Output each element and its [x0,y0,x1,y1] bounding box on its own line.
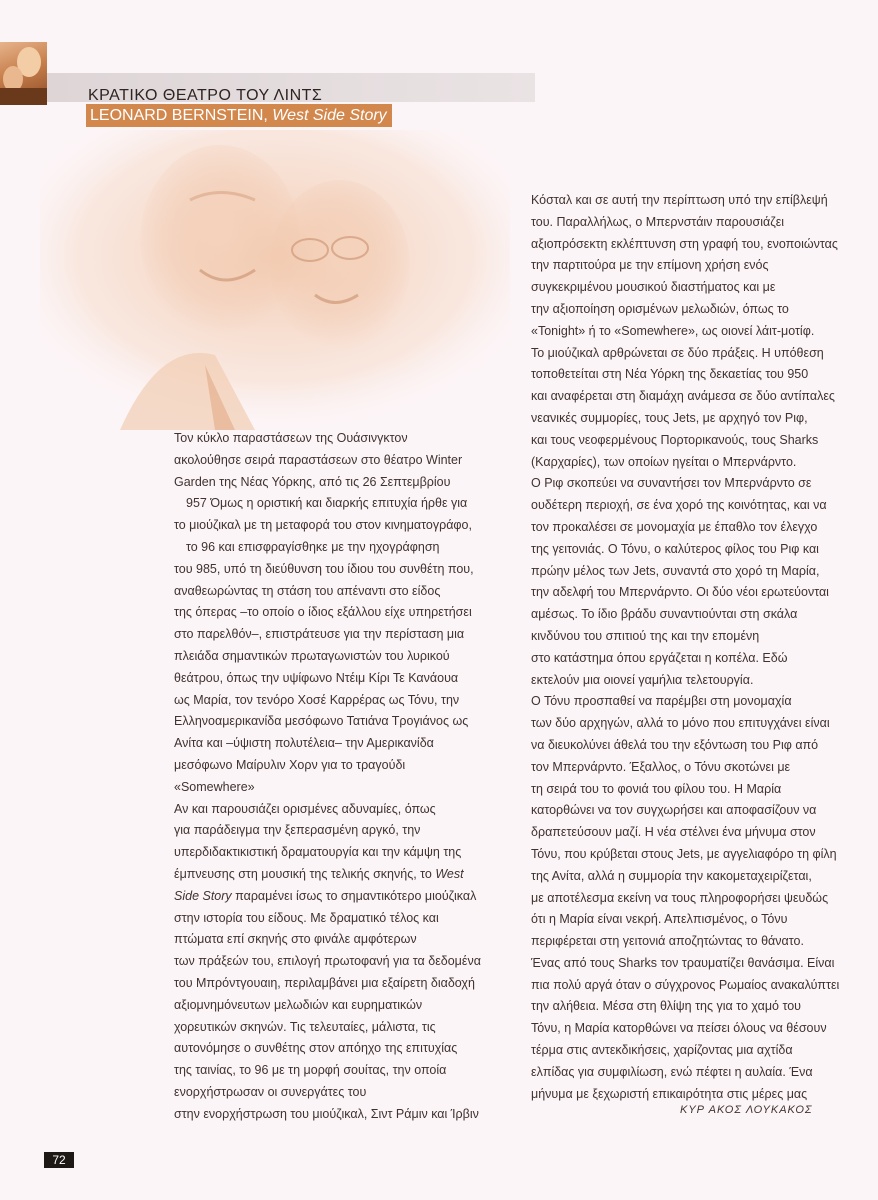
text-line [174,995,500,1017]
text-line [531,604,839,626]
line-text: 957 Όμως η οριστική και διαρκής επιτυχία ήρθε για [186,496,468,511]
text-line [531,626,839,648]
text-line [174,602,500,624]
italic-title: Side Story [174,888,232,903]
text-line [174,864,500,886]
line-text: την αλήθεια. Μέσα στη θλίψη της για το χαμό του [531,999,801,1014]
text-line [531,255,839,277]
line-text: έμπνευσης στη μουσική της τελικής σκηνής, το [174,866,436,881]
line-text: «Tonight» ή το «Somewhere», ως οιονεί λάιτ-μοτίφ. [531,323,815,338]
text-line [531,343,839,365]
text-line [531,735,839,757]
text-line [174,951,500,973]
header-title: ΚΡΑΤΙΚΟ ΘΕΑΤΡΟ ΤΟΥ ΛΙΝΤΣ [88,87,323,104]
line-text: με αποτέλεσμα εκείνη να τους πληροφορήσει ψευδώς [531,890,829,905]
line-text: την παρτιτούρα με την επίμονη χρήση ενός [531,258,769,273]
line-text: της γειτονιάς. Ο Τόνυ, ο καλύτερος φίλος του Ριφ και [531,541,819,556]
text-line [531,822,839,844]
line-text: κατορθώνει να τον συγχωρήσει και αποφασίζουν να [531,803,817,818]
text-line [531,495,839,517]
line-text: την αξιοποίηση ορισμένων μελωδιών, όπως το [531,301,789,316]
text-line [531,909,839,931]
left-text-column [174,428,500,1126]
text-line [531,800,839,822]
line-text: να διευκολύνει άθελά του την εξόντωση του Ριφ από [531,737,819,752]
line-text: (Καρχαρίες), των οποίων ηγείται ο Μπερνάρντο. [531,454,797,469]
line-text: Ελληνοαμερικανίδα μεσόφωνο Τατιάνα Τρογιάνος ως [174,714,469,729]
line-text: των πράξεών του, επιλογή πρωτοφανή για τα δεδομένα [174,954,481,969]
line-text: Κόσταλ και σε αυτή την περίπτωση υπό την επίβλεψή [531,193,828,207]
text-line [531,539,839,561]
text-line [174,820,500,842]
line-text: Τον κύκλο παραστάσεων της Ουάσινγκτον [174,431,408,445]
line-text: τον Μπερνάρντο. Έξαλλος, ο Τόνυ σκοτώνει με [531,759,791,774]
line-text: του 985, υπό τη διεύθυνση του ίδιου του συνθέτη που, [174,561,474,576]
line-text: τον προκαλέσει σε μονομαχία με έπαθλο τον έλεγχο [531,519,818,534]
line-text: περιφέρεται στη γειτονιά αποζητώντας το θάνατο. [531,934,804,949]
line-text: θεάτρου, όπως την υψίφωνο Ντέιμ Κίρι Τε Κανάουα [174,670,459,685]
line-text: παραμένει ίσως το σημαντικότερο μιούζικαλ [231,888,477,903]
right-text-column [531,190,839,1105]
line-text: ουδέτερη περιοχή, σε ένα χορό της κοινότητας, και να [531,498,827,513]
text-line [531,1018,839,1040]
line-text: ενορχήστρωσαν οι συνεργάτες του [174,1084,367,1099]
text-line [531,364,839,386]
text-line [531,299,839,321]
line-text: ως Μαρία, τον τενόρο Χοσέ Καρρέρας ως Τόνυ, την [174,692,460,707]
text-line [174,973,500,995]
text-line [531,386,839,408]
line-text: Το μιούζικαλ αρθρώνεται σε δύο πράξεις. Η υπόθεση [531,345,824,360]
line-text: τοποθετείται στη Νέα Υόρκη της δεκαετίας του 950 [531,367,809,382]
line-text: Garden της Νέας Υόρκης, από τις 26 Σεπτεμβρίου [174,474,451,489]
subtitle-main: LEONARD BERNSTEIN, [90,107,273,124]
line-text: Ο Τόνυ προσπαθεί να παρέμβει στη μονομαχία [531,694,792,709]
italic-title: West [435,866,464,881]
line-text: αξιοπρόσεκτη εκλέπτυνση στη γραφή του, ενοποιώντας [531,236,838,251]
text-line [174,711,500,733]
text-line [531,670,839,692]
line-text: στην ιστορία του είδους. Με δραματικό τέλος και [174,910,439,925]
line-text: Αν και παρουσιάζει ορισμένες αδυναμίες, όπως [174,801,436,816]
line-text: πτώματα επί σκηνής στο φινάλε αμφότερων [174,932,417,947]
line-text: και αναφέρεται στη διαμάχη ανάμεσα σε δύο αντίπαλες [531,389,835,404]
text-line [174,886,500,908]
text-line [174,581,500,603]
line-text: τη σειρά του το φονιά του φίλου του. Η Μαρία [531,781,782,796]
line-text: αναθεωρώντας τη στάση του απέναντι στο είδος [174,583,441,598]
text-line [174,908,500,930]
line-text: ελπίδας για συμφιλίωση, ενώ πέφτει η αυλαία. Ένα [531,1064,813,1079]
line-text: του. Παραλλήλως, ο Μπερνστάιν παρουσιάζει [531,214,785,229]
line-text: Ανίτα και –ύψιστη πολυτέλεια– την Αμερικανίδα [174,736,434,751]
line-text: στο παρελθόν–, επιστράτευσε για την περίσταση μια [174,627,465,642]
line-text: της ταινίας, το 96 με τη μορφή σουίτας, την οποία [174,1063,447,1078]
thumbnail-photo [0,42,47,105]
line-text: της όπερας –το οποίο ο ίδιος εξάλλου είχε υπηρετήσει [174,605,472,620]
author-signature: ΚΥΡ ΑΚΟΣ ΛΟΥΚΑΚΟΣ [680,1104,813,1116]
text-line [174,450,500,472]
text-line [174,929,500,951]
text-line [531,408,839,430]
text-line [174,690,500,712]
line-text: την αδελφή του Μπερνάρντο. Οι δύο νέοι ερωτεύονται [531,585,829,600]
text-line [531,996,839,1018]
line-text: πια πολύ αργά όταν ο σύγχρονος Ρωμαίος ανακαλύπτει [531,977,840,992]
text-line [531,190,839,212]
line-text: συγκεκριμένου μουσικού διαστήματος και με [531,280,776,295]
line-text: της Ανίτα, αλλά η συμμορία την κακομεταχειρίζεται, [531,868,812,883]
line-text: για παράδειγμα την ξεπερασμένη αργκό, την [174,823,421,838]
text-line [531,473,839,495]
line-text: και τους νεοφερμένους Πορτορικανούς, τους Sharks [531,432,819,447]
text-line [531,975,839,997]
text-line [531,931,839,953]
text-line [531,561,839,583]
line-text: αυτονόμησε ο συνθέτης στον απόηχο της επιτυχίας [174,1041,458,1056]
line-text: εκτελούν μια οιονεί γαμήλια τελετουργία. [531,672,754,687]
text-line [174,733,500,755]
text-line [531,713,839,735]
line-text: δραπετεύσουν μαζί. Η νέα στέλνει ένα μήνυμα στον [531,825,816,840]
line-text: Τόνυ, που κρύβεται στους Jets, με αγγελιαφόρο τη φίλη [531,846,837,861]
page-number: 72 [44,1152,74,1168]
text-line [174,537,500,559]
text-line [174,668,500,690]
text-line [174,1060,500,1082]
line-text: Τόνυ, η Μαρία κατορθώνει να πείσει όλους να θέσουν [531,1021,827,1036]
text-line [531,452,839,474]
text-line [174,1017,500,1039]
text-line [531,779,839,801]
text-line [174,559,500,581]
text-line [531,888,839,910]
text-line [531,844,839,866]
line-text: ότι η Μαρία είναι νεκρή. Απελπισμένος, ο Τόνυ [531,912,788,927]
text-line [531,212,839,234]
line-text: του Μπρόντγουαιη, περιλαμβάνει μια εξαίρετη διαδοχή [174,975,475,990]
text-line [531,430,839,452]
text-line [174,777,500,799]
text-line [174,646,500,668]
text-line [174,624,500,646]
line-text: στην ενορχήστρωση του μιούζικαλ, Σιντ Ράμιν και Ίρβιν [174,1106,479,1121]
text-line [531,953,839,975]
text-line [174,842,500,864]
text-line [531,1062,839,1084]
text-line [174,1038,500,1060]
text-line [531,582,839,604]
line-text: νεανικές συμμορίες, τους Jets, με αρχηγό τον Ριφ, [531,410,808,425]
text-line [531,234,839,256]
text-line [174,515,500,537]
text-line [174,799,500,821]
text-line [531,648,839,670]
text-line [174,1082,500,1104]
text-line [174,493,500,515]
line-text: πλειάδα σημαντικών πρωταγωνιστών του λυρικού [174,648,450,663]
text-line [174,755,500,777]
text-line [531,321,839,343]
line-text: αξιομνημόνευτων μελωδιών και ευρηματικών [174,997,423,1012]
line-text: μήνυμα με ξεχωριστή επικαιρότητα στις μέρες μας [531,1086,808,1101]
subtitle-italic: West Side Story [272,107,387,124]
line-text: τέρμα στις αντεκδικήσεις, χαρίζοντας μια αχτίδα [531,1043,793,1058]
text-line [531,866,839,888]
line-text: το μιούζικαλ με τη μεταφορά του στον κινηματογράφο, [174,518,472,533]
line-text: ακολούθησε σειρά παραστάσεων στο θέατρο Winter [174,452,463,467]
text-line [531,1040,839,1062]
line-text: υπερδιδακτικιστική δραματουργία και την κάμψη της [174,845,462,860]
line-text: το 96 και επισφραγίσθηκε με την ηχογράφηση [186,539,440,554]
text-line [531,691,839,713]
faded-photo [40,130,510,430]
line-text: «Somewhere» [174,779,255,794]
line-text: πρώην μέλος των Jets, συναντά στο χορό τη Μαρία, [531,563,820,578]
line-text: αμέσως. Το ίδιο βράδυ συναντιούνται στη σκάλα [531,607,798,622]
text-line [174,472,500,494]
text-line [531,517,839,539]
text-line [531,757,839,779]
line-text: Ο Ριφ σκοπεύει να συναντήσει τον Μπερνάρντο σε [531,476,812,491]
text-line [174,428,500,450]
text-line [531,1084,839,1106]
text-line [174,1104,500,1126]
line-text: Ένας από τους Sharks τον τραυματίζει θανάσιμα. Είναι [531,955,835,970]
line-text: των δύο αρχηγών, αλλά το μόνο που επιτυγχάνει είναι [531,716,830,731]
line-text: στο κατάστημα όπου εργάζεται η κοπέλα. Εδώ [531,650,788,665]
line-text: μεσόφωνο Μαίρυλιν Χορν για το τραγούδι [174,757,406,772]
header-subtitle [86,104,392,127]
text-line [531,277,839,299]
line-text: κινδύνου του σπιτιού της και την επομένη [531,628,760,643]
line-text: χορευτικών σκηνών. Τις τελευταίες, μάλιστα, τις [174,1019,436,1034]
